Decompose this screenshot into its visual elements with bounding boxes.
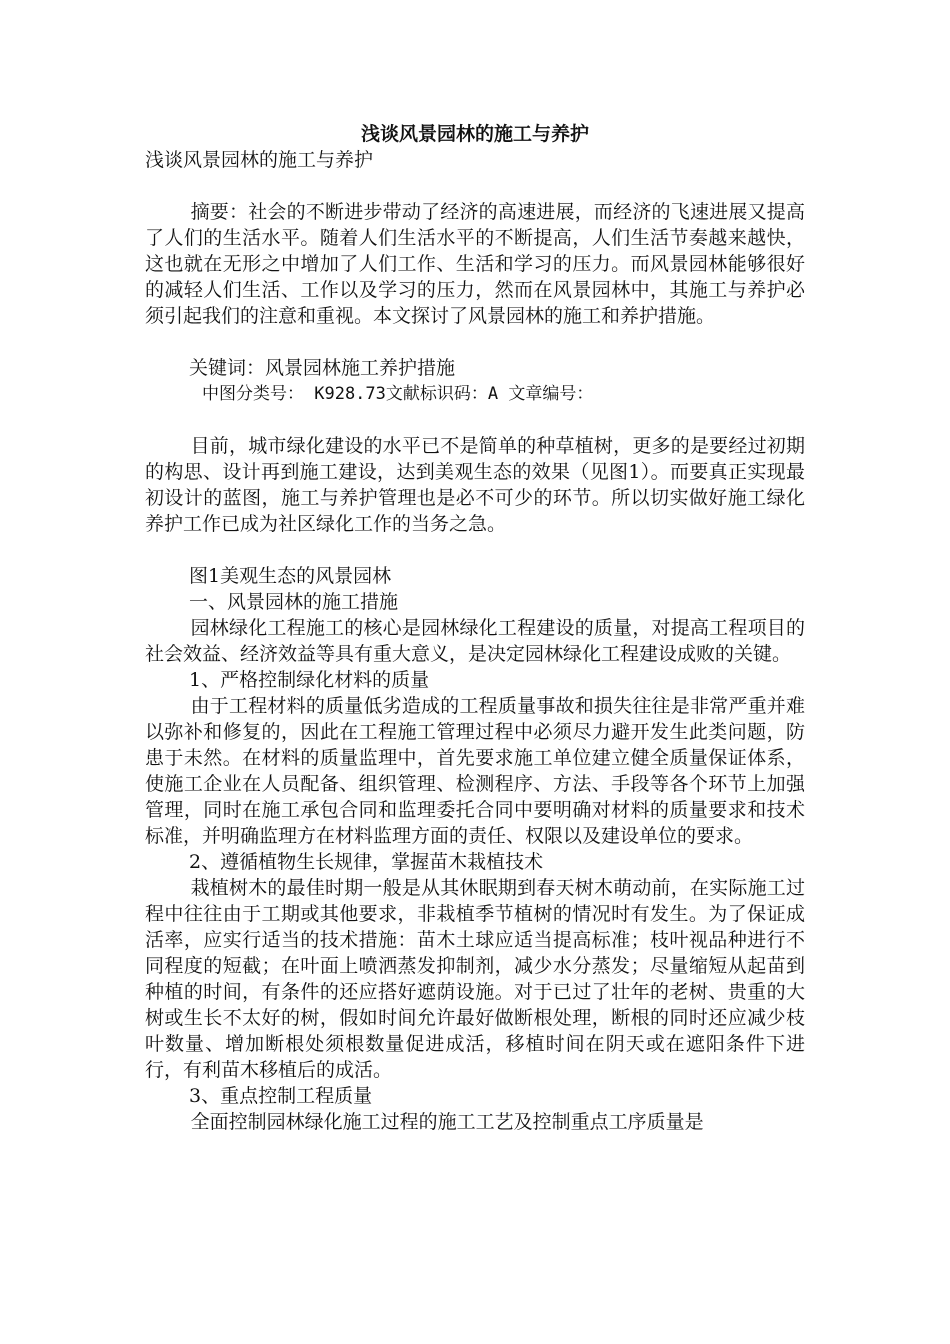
intro-paragraph: 目前，城市绿化建设的水平已不是简单的种草植树，更多的是要经过初期的构思、设计再到施工建设，达到美观生态的效果（见图1）。而要真正实现最初设计的蓝图，施工与养护管理也是必不可少的环节。所以切实做好施工绿化养护工作已成为社区绿化工作的当务之急。 bbox=[145, 435, 805, 535]
subsection-paragraph: 全面控制园林绿化施工过程的施工工艺及控制重点工序质量是 bbox=[190, 1111, 704, 1133]
subsection-paragraph: 栽植树木的最佳时期一般是从其休眠期到春天树木萌动前，在实际施工过程中往往由于工期或其他要求，非栽植季节植树的情况时有发生。为了保证成活率，应实行适当的技术措施：苗木土球应适当提高标准；枝叶视品种进行不同程度的短截；在叶面上喷洒蒸发抑制剂，减少水分蒸发；尽量缩短从起苗到种植的时间，有条件的还应搭好遮荫设施。对于已过了壮年的老树、贵重的大树或生长不太好的树，假如时间允许最好做断根处理，断根的同时还应减少枝叶数量、增加断根处须根数量促进成活，移植时间在阴天或在遮阳条件下进行，有利苗木移植后的成活。 bbox=[145, 877, 805, 1081]
subsection-paragraph: 由于工程材料的质量低劣造成的工程质量事故和损失往往是非常严重并难以弥补和修复的，因此在工程施工管理过程中必须尽力避开发生此类问题，防患于未然。在材料的质量监理中，首先要求施工单位建立健全质量保证体系，使施工企业在人员配备、组织管理、检测程序、方法、手段等各个环节上加强管理，同时在施工承包合同和监理委托合同中要明确对材料的质量要求和技术标准，并明确监理方在材料监理方面的责任、权限以及建设单位的要求。 bbox=[145, 695, 805, 847]
classification-line: 中图分类号： K928.73文献标识码：A 文章编号： bbox=[202, 384, 594, 404]
spacer bbox=[145, 329, 805, 355]
section-heading: 一、风景园林的施工措施 bbox=[189, 591, 399, 613]
abstract-paragraph: 摘要：社会的不断进步带动了经济的高速进展，而经济的飞速进展又提高了人们的生活水平。随着人们生活水平的不断提高，人们生活节奏越来越快，这也就在无形之中增加了人们工作、生活和学习的压力。而风景园林能够很好的减轻人们生活、工作以及学习的压力，然而在风景园林中，其施工与养护必须引起我们的注意和重视。本文探讨了风景园林的施工和养护措施。 bbox=[145, 201, 805, 327]
subsection-heading: 1、严格控制绿化材料的质量 bbox=[189, 669, 430, 691]
subsection-heading: 2、遵循植物生长规律，掌握苗木栽植技术 bbox=[189, 851, 544, 873]
document-body bbox=[145, 121, 805, 1135]
subsection-heading: 3、重点控制工程质量 bbox=[189, 1085, 373, 1107]
section-paragraph: 园林绿化工程施工的核心是园林绿化工程建设的质量，对提高工程项目的社会效益、经济效益等具有重大意义，是决定园林绿化工程建设成败的关键。 bbox=[145, 617, 805, 665]
spacer bbox=[145, 173, 805, 199]
document-title: 浅谈风景园林的施工与养护 bbox=[360, 123, 589, 145]
figure-caption: 图1美观生态的风景园林 bbox=[189, 565, 392, 587]
spacer bbox=[145, 407, 805, 433]
keywords-line: 关键词：风景园林施工养护措施 bbox=[189, 357, 456, 379]
spacer bbox=[145, 537, 805, 563]
document-subtitle: 浅谈风景园林的施工与养护 bbox=[145, 149, 374, 171]
